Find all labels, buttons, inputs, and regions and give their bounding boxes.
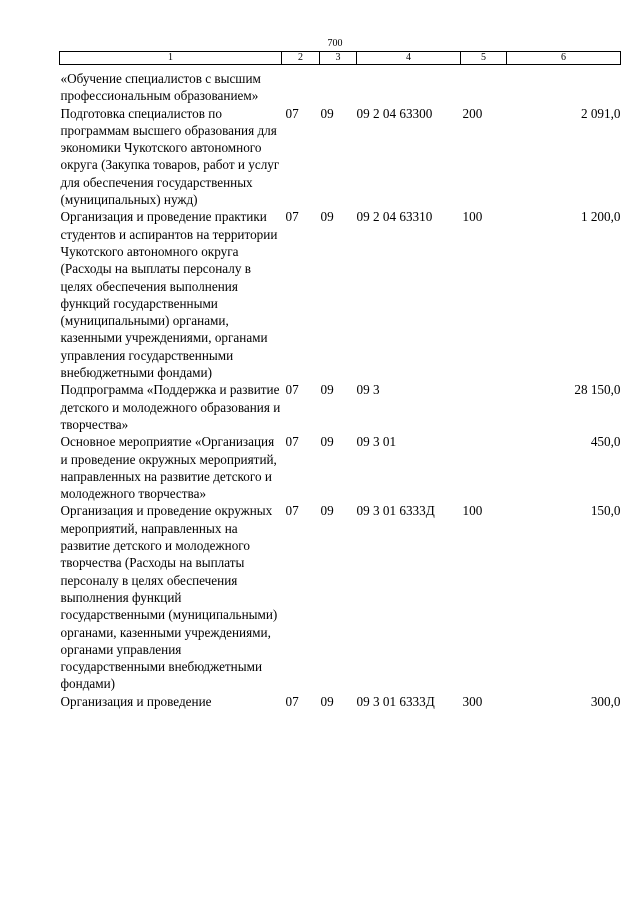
row-amount bbox=[507, 65, 621, 105]
row-target-code: 09 2 04 63310 bbox=[356, 209, 433, 225]
row-amount: 28 150,0 bbox=[574, 382, 621, 398]
row-amount: 300,0 bbox=[590, 693, 621, 709]
header-row bbox=[60, 52, 621, 65]
row-target-code: 09 2 04 63300 bbox=[356, 105, 433, 121]
row-target-code: 09 3 01 bbox=[356, 434, 397, 450]
table-row bbox=[60, 105, 621, 209]
row-expense-type: 100 bbox=[462, 503, 483, 519]
row-expense-type bbox=[461, 65, 507, 105]
row-section: 07 bbox=[285, 105, 299, 121]
row-target-code: 09 3 bbox=[356, 382, 380, 398]
row-expense-type: 300 bbox=[462, 693, 483, 709]
row-description: Организация и проведение bbox=[60, 693, 212, 709]
table-row bbox=[60, 433, 621, 502]
header-col-3: 3 bbox=[320, 52, 357, 65]
row-target-code bbox=[357, 65, 461, 105]
row-section: 07 bbox=[285, 434, 299, 450]
row-subsection: 09 bbox=[320, 434, 334, 450]
row-section: 07 bbox=[285, 382, 299, 398]
row-amount: 450,0 bbox=[590, 434, 621, 450]
header-col-6: 6 bbox=[507, 52, 621, 65]
row-section bbox=[282, 65, 320, 105]
header-col-5: 5 bbox=[461, 52, 507, 65]
header-col-4: 4 bbox=[357, 52, 461, 65]
budget-table bbox=[59, 51, 621, 710]
row-target-code: 09 3 01 6333Д bbox=[356, 503, 435, 519]
row-section: 07 bbox=[285, 503, 299, 519]
row-description: Организация и проведение окружных мероприятий, направленных на развитие детского и молодежного творчества (Расходы на выплаты персоналу в целях обеспечения выполнения функций государственными (муниципальными) органами, казенными учреждениями, органами управления государственными внебюджетными фондами) bbox=[60, 503, 278, 692]
row-amount: 2 091,0 bbox=[580, 105, 621, 121]
table-row bbox=[60, 381, 621, 433]
row-subsection: 09 bbox=[320, 382, 334, 398]
row-description: Основное мероприятие «Организация и проведение окружных мероприятий, направленных на развитие детского и молодежного творчества» bbox=[60, 434, 277, 502]
row-subsection: 09 bbox=[320, 693, 334, 709]
row-expense-type: 200 bbox=[462, 105, 483, 121]
row-description: Организация и проведение практики студентов и аспирантов на территории Чукотского автономного округа (Расходы на выплаты персоналу в целях обеспечения выполнения функций государственными (муниципальными) органами, казенными учреждениями, органами управления государственными внебюджетными фондами) bbox=[60, 209, 278, 381]
table-row bbox=[60, 208, 621, 381]
header-col-2: 2 bbox=[282, 52, 320, 65]
table-row bbox=[60, 693, 621, 710]
header-col-1: 1 bbox=[60, 52, 282, 65]
row-section: 07 bbox=[285, 693, 299, 709]
row-description: «Обучение специалистов с высшим профессиональным образованием» bbox=[60, 71, 261, 104]
table-row bbox=[60, 502, 621, 692]
row-description: Подпрограмма «Поддержка и развитие детского и молодежного образования и творчества» bbox=[60, 382, 281, 432]
page-number: 700 bbox=[327, 38, 343, 49]
row-amount: 1 200,0 bbox=[580, 209, 621, 225]
row-target-code: 09 3 01 6333Д bbox=[356, 693, 435, 709]
row-expense-type bbox=[461, 433, 507, 502]
row-expense-type bbox=[461, 381, 507, 433]
row-subsection bbox=[320, 65, 357, 105]
row-description: Подготовка специалистов по программам высшего образования для экономики Чукотского автономного округа (Закупка товаров, работ и услуг для обеспечения государственных (муниципальных) нужд) bbox=[60, 105, 280, 208]
row-subsection: 09 bbox=[320, 209, 334, 225]
row-section: 07 bbox=[285, 209, 299, 225]
row-subsection: 09 bbox=[320, 105, 334, 121]
row-subsection: 09 bbox=[320, 503, 334, 519]
row-amount: 150,0 bbox=[590, 503, 621, 519]
row-expense-type: 100 bbox=[462, 209, 483, 225]
table-row bbox=[60, 65, 621, 105]
